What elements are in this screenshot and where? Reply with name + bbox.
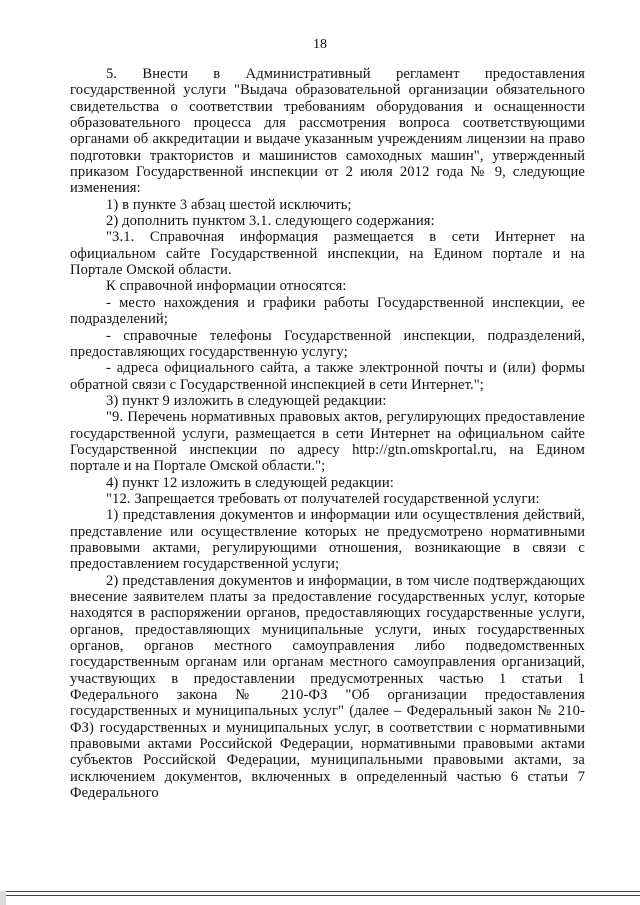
paragraph-clause-12-sub-2: 2) представления документов и информации, в том числе подтверждающих внесение заявителем платы за предоставление государственных услуг, которые находятся в распоряжении органов, предоставляющих государственные услуги, органов, предоставляющих муниципальные услуги, иных государственных органов, органов местного самоуправления либо подведомственных государственным органам или органам местного самоуправления организаций, участвующих в предоставлении предусмотренных частью 1 статьи 1 Федерального закона № 210-ФЗ "Об организации предоставления государственных и муниципальных услуг" (далее – Федеральный закон № 210-ФЗ) государственных и муниципальных услуг, в соответствии с нормативными правовыми актами Российской Федерации, нормативными правовыми актами субъектов Российской Федерации, муниципальными правовыми актами, за исключением документов, включенных в определенный частью 6 статьи 7 Федерального (70, 572, 585, 802)
paragraph-reference-info-heading: К справочной информации относятся: (106, 278, 347, 295)
page-number: 18 (313, 37, 327, 52)
scan-bottom-edge (0, 891, 640, 896)
paragraph-clause-9: "9. Перечень нормативных правовых актов, регулирующих предоставление государственной услуги, размещается в сети Интернет на официальном сайте Государственной инспекции по адресу http://gtn.omskportal.ru, на Едином портале и на Портале Омской области."; (70, 409, 585, 475)
paragraph-item-2: 2) дополнить пунктом 3.1. следующего содержания: (106, 213, 435, 230)
paragraph-clause-12-sub-1: 1) представления документов и информации или осуществления действий, представление или осуществление которых не предусмотрено нормативными правовыми актами, регулирующими отношения, возникающие в связи с предоставлением государственной услуги; (70, 507, 585, 573)
paragraph-item-1: 1) в пункте 3 абзац шестой исключить; (106, 196, 352, 213)
paragraph-bullet-phones: - справочные телефоны Государственной инспекции, подразделений, предоставляющих государственную услугу; (70, 327, 585, 360)
paragraph-clause-3-1: "3.1. Справочная информация размещается в сети Интернет на официальном сайте Государственной инспекции, на Едином портале и на Портале Омской области. (70, 229, 585, 279)
scan-corner-shadow (0, 891, 6, 905)
document-body (70, 66, 585, 801)
paragraph-bullet-addresses: - адреса официального сайта, а также электронной почты и (или) формы обратной связи с Государственной инспекцией в сети Интернет."; (70, 360, 585, 393)
paragraph-item-4: 4) пункт 12 изложить в следующей редакции: (106, 474, 394, 491)
paragraph-bullet-location: - место нахождения и графики работы Государственной инспекции, ее подразделений; (70, 294, 585, 328)
paragraph-item-3: 3) пункт 9 изложить в следующей редакции: (106, 392, 387, 409)
paragraph-clause-12: "12. Запрещается требовать от получателей государственной услуги: (106, 490, 540, 507)
paragraph-amendment-intro: 5. Внести в Административный регламент предоставления государственной услуги "Выдача образовательной организации обязательного свидетельства о соответствии требованиям оборудования и оснащенности образовательного процесса для рассмотрения вопроса соответствующими органами об аккредитации и выдаче указанным учреждениям лицензии на право подготовки трактористов и машинистов самоходных машин", утвержденный приказом Государственной инспекции от 2 июля 2012 года № 9, следующие изменения: (70, 66, 585, 197)
